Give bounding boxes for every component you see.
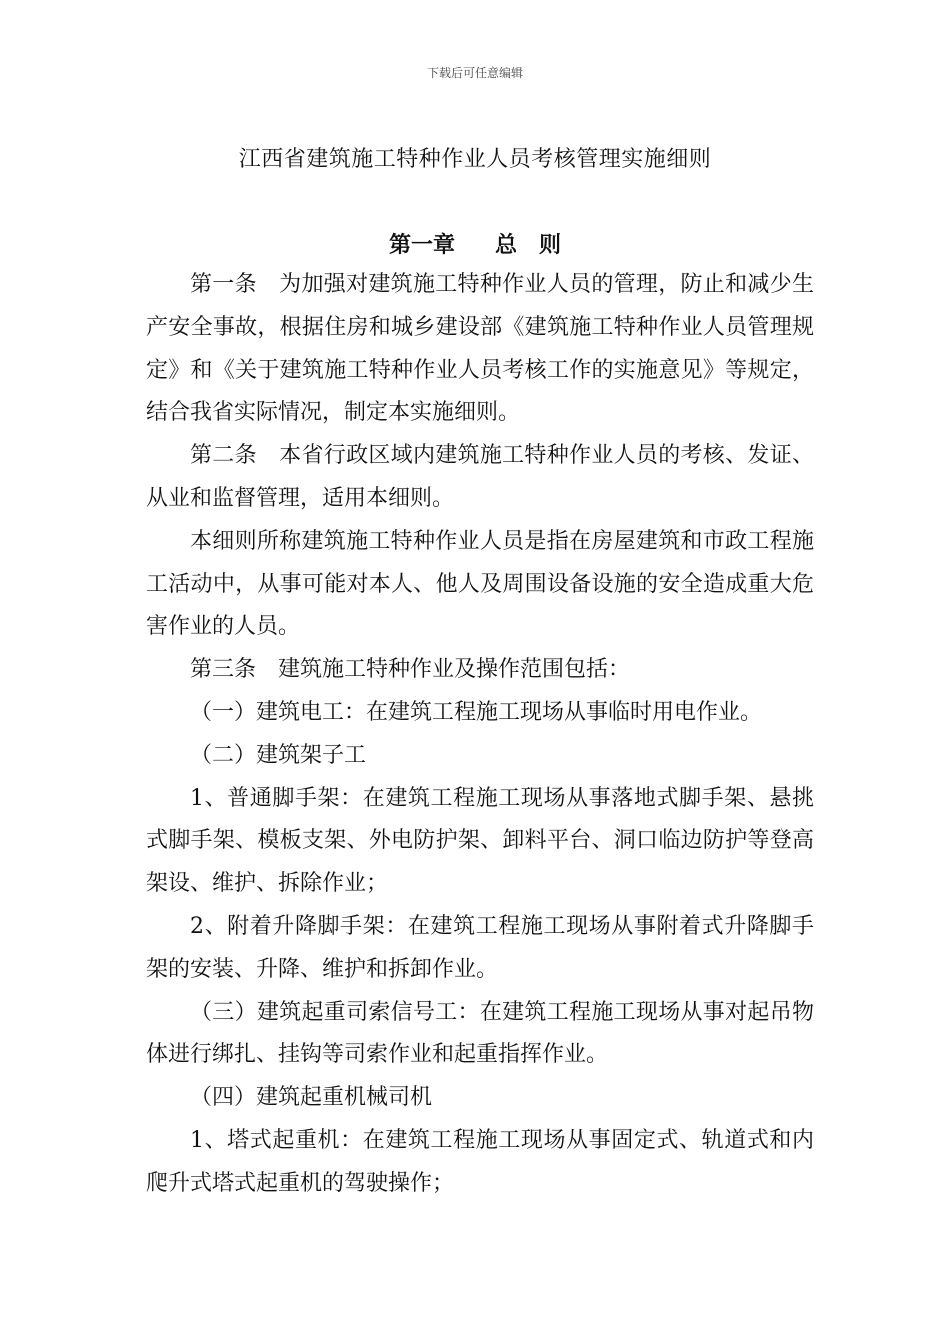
document-body — [146, 264, 814, 1206]
paragraph-subitem-ordinary-scaffold: 1、普通脚手架：在建筑工程施工现场从事落地式脚手架、悬挑式脚手架、模板支架、外电防护架、卸料平台、洞口临边防护等登高架设、维护、拆除作业； — [146, 785, 814, 897]
chapter-heading — [0, 228, 950, 259]
paragraph-item-crane-operator: （四）建筑起重机械司机 — [190, 1085, 433, 1111]
paragraph-article-1: 第一条 为加强对建筑施工特种作业人员的管理，防止和减少生产安全事故，根据住房和城乡建设部《建筑施工特种作业人员管理规定》和《关于建筑施工特种作业人员考核工作的实施意见》等规定，结合我省实际情况，制定本实施细则。 — [146, 272, 814, 426]
document-title: 江西省建筑施工特种作业人员考核管理实施细则 — [238, 147, 712, 172]
paragraph-item-electrician: （一）建筑电工：在建筑工程施工现场从事临时用电作业。 — [190, 699, 763, 725]
paragraph-item-rigger-signaler: （三）建筑起重司索信号工：在建筑工程施工现场从事对起吊物体进行绑扎、挂钩等司索作业和起重指挥作业。 — [146, 999, 814, 1068]
paragraph-definition: 本细则所称建筑施工特种作业人员是指在房屋建筑和市政工程施工活动中，从事可能对本人、他人及周围设备设施的安全造成重大危害作业的人员。 — [146, 528, 814, 640]
paragraph-article-3: 第三条 建筑施工特种作业及操作范围包括： — [190, 657, 631, 683]
paragraph-item-scaffolder: （二）建筑架子工 — [190, 742, 367, 768]
paragraph-subitem-tower-crane: 1、塔式起重机：在建筑工程施工现场从事固定式、轨道式和内爬升式塔式起重机的驾驶操作； — [146, 1127, 814, 1196]
paragraph-article-2: 第二条 本省行政区域内建筑施工特种作业人员的考核、发证、从业和监督管理，适用本细则。 — [146, 443, 814, 511]
page-header-note: 下载后可任意编辑 — [426, 66, 523, 80]
chapter-number: 第一章 — [388, 233, 455, 258]
chapter-name: 总 则 — [495, 233, 562, 258]
paragraph-subitem-lifting-scaffold: 2、附着升降脚手架：在建筑工程施工现场从事附着式升降脚手架的安装、升降、维护和拆卸作业。 — [146, 913, 814, 982]
